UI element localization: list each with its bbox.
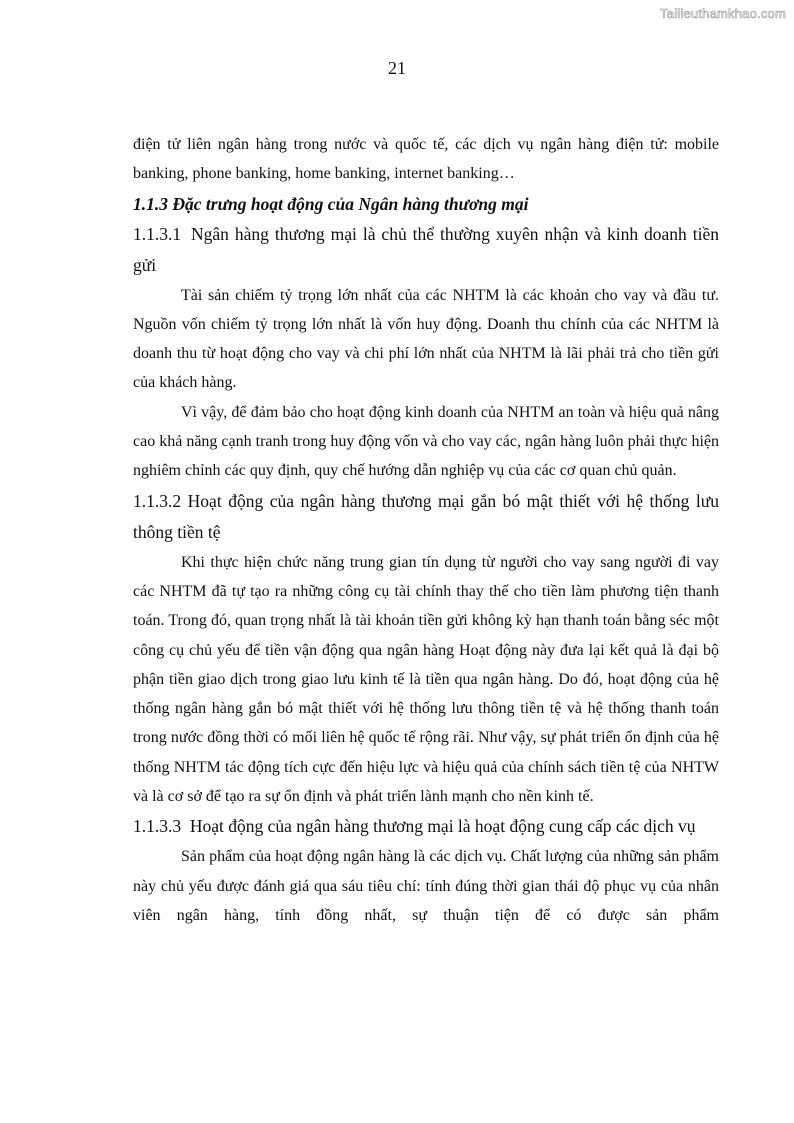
subsection-title: Ngân hàng thương mại là chủ thể thường xuyên nhận và kinh doanh tiền gửi [133,223,719,275]
subsection-heading [133,811,719,842]
subsection-number: 1.1.3.2 [133,490,182,511]
subsection-heading [133,486,719,548]
body-paragraph: Tài sản chiếm tỷ trọng lớn nhất của các NHTM là các khoản cho vay và đầu tư. Nguồn vốn chiếm tỷ trọng lớn nhất là vốn huy động. Doanh thu chính của các NHTM là doanh thu từ hoạt động cho vay và chi phí lớn nhất của NHTM là lãi phải trả cho tiền gửi của khách hàng. [133,286,719,392]
body-paragraph: Khi thực hiện chức năng trung gian tín dụng từ người cho vay sang người đi vay các NHTM đã tự tạo ra những công cụ tài chính thay thế cho tiền làm phương tiện thanh toán. Trong đó, quan trọng nhất là tài khoản tiền gửi không kỳ hạn thanh toán bằng séc một công cụ chủ yếu để tiền vận động qua ngân hàng Hoạt động này đưa lại kết quả là đại bộ phận tiền giao dịch trong giao lưu kinh tế là tiền qua ngân hàng. Do đó, hoạt động của hệ thống ngân hàng gắn bó mật thiết với hệ thống lưu thông tiền tệ và hệ thống thanh toán trong nước đồng thời có mối liên hệ quốc tế rộng rãi. Như vậy, sự phát triển ổn định của hệ thống NHTM tác động tích cực đến hiệu lực và hiệu quả của chính sách tiền tệ của NHTW và là cơ sở để tạo ra sự ổn định và phát triển lành mạnh cho nền kinh tế. [133,553,719,806]
subsection-1 [133,219,719,486]
subsection-title: Hoạt động của ngân hàng thương mại là hoạt động cung cấp các dịch vụ [189,816,696,837]
body-paragraph: Vì vậy, để đảm bảo cho hoạt động kinh doanh của NHTM an toàn và hiệu quả nâng cao khả năng cạnh tranh trong huy động vốn và cho vay các, ngân hàng luôn phải thực hiện nghiêm chỉnh các quy định, quy chế hướng dẫn nghiệp vụ của các cơ quan chủ quản. [133,403,719,480]
subsection-2 [133,486,719,812]
subsection-number: 1.1.3.1 [133,223,182,244]
subsection-3 [133,811,719,930]
subsection-number: 1.1.3.3 [133,816,182,837]
subsection-heading [133,219,719,281]
watermark: Tailieuthamkhao.com [660,6,786,21]
document-body [133,130,719,930]
subsection-title: Hoạt động của ngân hàng thương mại gắn bó mật thiết với hệ thống lưu thông tiền tệ [133,490,720,542]
section-heading: 1.1.3 Đặc trưng hoạt động của Ngân hàng thương mại [133,193,529,214]
intro-paragraph: điện tử liên ngân hàng trong nước và quốc tế, các dịch vụ ngân hàng điện tử: mobile banking, phone banking, home banking, internet banking… [133,136,719,183]
page-number: 21 [388,58,406,78]
body-paragraph: Sản phẩm của hoạt động ngân hàng là các dịch vụ. Chất lượng của những sản phẩm này chủ yếu được đánh giá qua sáu tiêu chí: tính đúng thời gian thái độ phục vụ của nhân viên ngân hàng, tính đồng nhất, sự thuận tiện để có được sản phẩm [133,848,719,924]
